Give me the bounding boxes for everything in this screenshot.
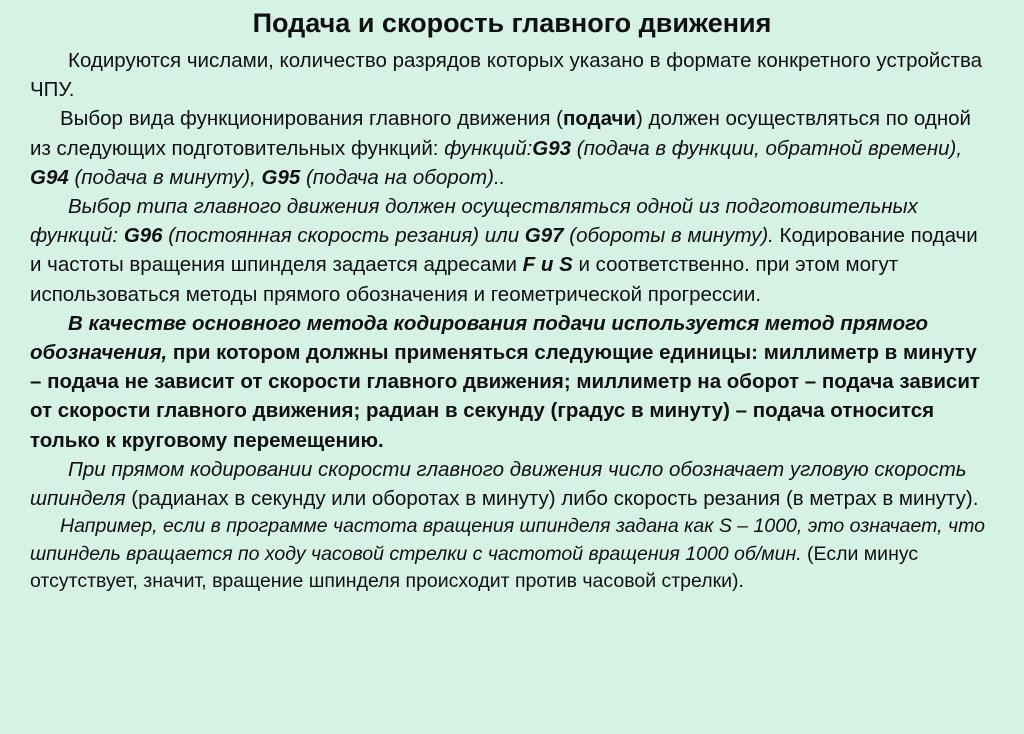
p2-text-a: Выбор вида функционирования главного движения ( [60,107,563,131]
p2-text-f: (подача в функции, обратной времени), [571,136,963,160]
p4-text-a: В качестве основного метода кодирования подачи используется метод прямого обозначения, [30,311,929,365]
p3-text-a: Выбор типа главного движения должен осуществляться одной из подготовительных функций: [30,195,918,248]
p3-text-f: Кодирование подачи и частоты вращения шпинделя задается адресами [30,224,978,277]
p3-text-j: и соответственно. при этом могут использоваться методы прямого обозначения и геометрической прогрессии. [30,253,899,306]
p2-functions: функций: [444,136,533,160]
p2-text-c: ) должен осуществляться по одной из следующих подготовительных функций: [30,107,972,160]
paragraph-6 [30,513,990,596]
p3-text-e: (обороты в минуту). [563,224,774,248]
slide-body [30,46,990,596]
p3-address-s: S [559,253,573,277]
paragraph-3 [30,192,990,309]
p2-text-h: (подача в минуту), [68,165,262,189]
paragraph-5 [30,455,990,513]
slide-title: Подача и скорость главного движения [252,8,772,38]
p3-address-f: F [522,253,536,277]
paragraph-2 [30,104,990,192]
p3-g96: G96 [123,224,163,248]
p3-g97: G97 [524,224,564,248]
p2-g95: G95 [261,165,301,189]
p2-text-j: (подача на оборот).. [300,165,506,189]
p5-text-a: При прямом кодировании скорости главного движения число обозначает угловую скорость шпинделя [30,457,967,511]
p6-text-b: (Если минус отсутствует, значит, вращение шпинделя происходит против часовой стрелки). [30,542,919,593]
p2-g93: G93 [532,136,572,160]
paragraph-4 [30,309,990,455]
p2-g94: G94 [30,165,69,189]
p3-and: и [535,253,560,277]
p2-podachi: подачи [562,107,637,131]
paragraph-1 [30,46,990,104]
p3-text-c: (постоянная скорость резания) или [162,224,525,248]
p6-text-a: Например, если в программе частота вращения шпинделя задана как S – 1000, это означает, что шпиндель вращается по ходу часовой стрелки с частотой вращения 1000 об/мин. [30,515,985,565]
p4-text-b: при котором должны применяться следующие единицы: миллиметр в минуту – подача не зависит от скорости главного движения; миллиметр на оборот – подача зависит от скорости главного движения; радиан в секунду (градус в минуту) – подача относится только к круговому перемещению. [30,341,980,452]
p5-text-b: (радианах в секунду или оборотах в минуту) либо скорость резания (в метрах в минуту). [125,487,979,511]
paragraph-1-text: Кодируются числами, количество разрядов которых указано в формате конкретного устройства ЧПУ. [30,49,983,102]
